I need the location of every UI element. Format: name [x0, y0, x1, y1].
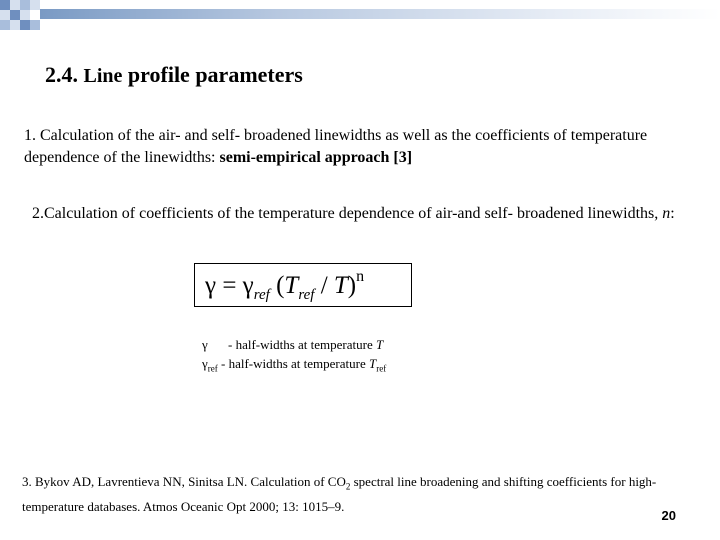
banner-square: [10, 0, 20, 10]
banner-square: [20, 20, 30, 30]
item-2-suffix: :: [670, 205, 675, 222]
banner-gradient-bar: [40, 9, 720, 19]
banner-square: [20, 10, 30, 20]
page-number: 20: [661, 508, 676, 523]
legend-text: - half-widths at temperature: [228, 337, 376, 352]
item-1-paragraph: [24, 125, 694, 169]
formula-exponent: n: [356, 268, 365, 285]
banner-square: [0, 10, 10, 20]
legend-text: - half-widths at temperature: [217, 356, 369, 371]
legend-symbol: γ: [202, 337, 208, 352]
formula-gamma: γ: [205, 272, 217, 299]
formula-T: T: [333, 272, 348, 299]
legend-symbol: γ: [202, 356, 208, 371]
formula-equals: =: [216, 272, 243, 299]
formula: [205, 268, 364, 304]
reference-text-after: spectral line broadening and shifting coefficients for high-temperature databases. Atmos Oceanic Opt 2000; 13: 1015–9.: [22, 474, 657, 514]
formula-gamma-ref: γ: [242, 272, 254, 299]
banner-square: [10, 10, 20, 20]
title-number: 2.4.: [45, 62, 78, 87]
reference-subscript: 2: [345, 481, 351, 492]
formula-paren-open: (: [269, 272, 285, 299]
banner-square: [20, 0, 30, 10]
banner-square: [0, 0, 10, 10]
item-2-var: n: [662, 205, 671, 222]
formula-T-ref: T: [284, 272, 299, 299]
banner-square: [30, 0, 40, 10]
formula-slash: /: [314, 272, 334, 299]
slide-title: [45, 62, 303, 88]
legend-row-gamma-ref: [202, 354, 386, 379]
item-1-bold: semi-empirical approach [3]: [219, 149, 413, 166]
item-1-text: 1. Calculation of the air- and self- broadened linewidths as well as the coefficients of temperature dependence of the linewidths:: [24, 127, 648, 166]
reference-text-before: 3. Bykov AD, Lavrentieva NN, Sinitsa LN. Calculation of CO: [22, 474, 346, 489]
legend-var: T: [369, 356, 377, 371]
banner-square: [10, 20, 20, 30]
item-2-paragraph: [32, 203, 692, 225]
title-word-small: Line: [83, 65, 123, 87]
formula-T-ref-sub: ref: [298, 287, 315, 303]
decorative-banner: [0, 0, 720, 40]
legend-symbol-sub: ref: [207, 363, 218, 374]
title-rest: profile parameters: [127, 62, 303, 87]
banner-square: [0, 20, 10, 30]
formula-legend: [202, 335, 386, 379]
item-2-prefix: 2.Calculation of coefficients of the temperature dependence of air-and self- broadened linewidths,: [32, 205, 663, 222]
legend-var: T: [376, 337, 384, 352]
legend-var-sub: ref: [376, 363, 387, 374]
formula-gamma-ref-sub: ref: [253, 287, 270, 303]
legend-row-gamma: [202, 335, 386, 354]
banner-square: [30, 20, 40, 30]
reference-citation: [22, 472, 702, 516]
formula-paren-close: ): [347, 272, 357, 299]
